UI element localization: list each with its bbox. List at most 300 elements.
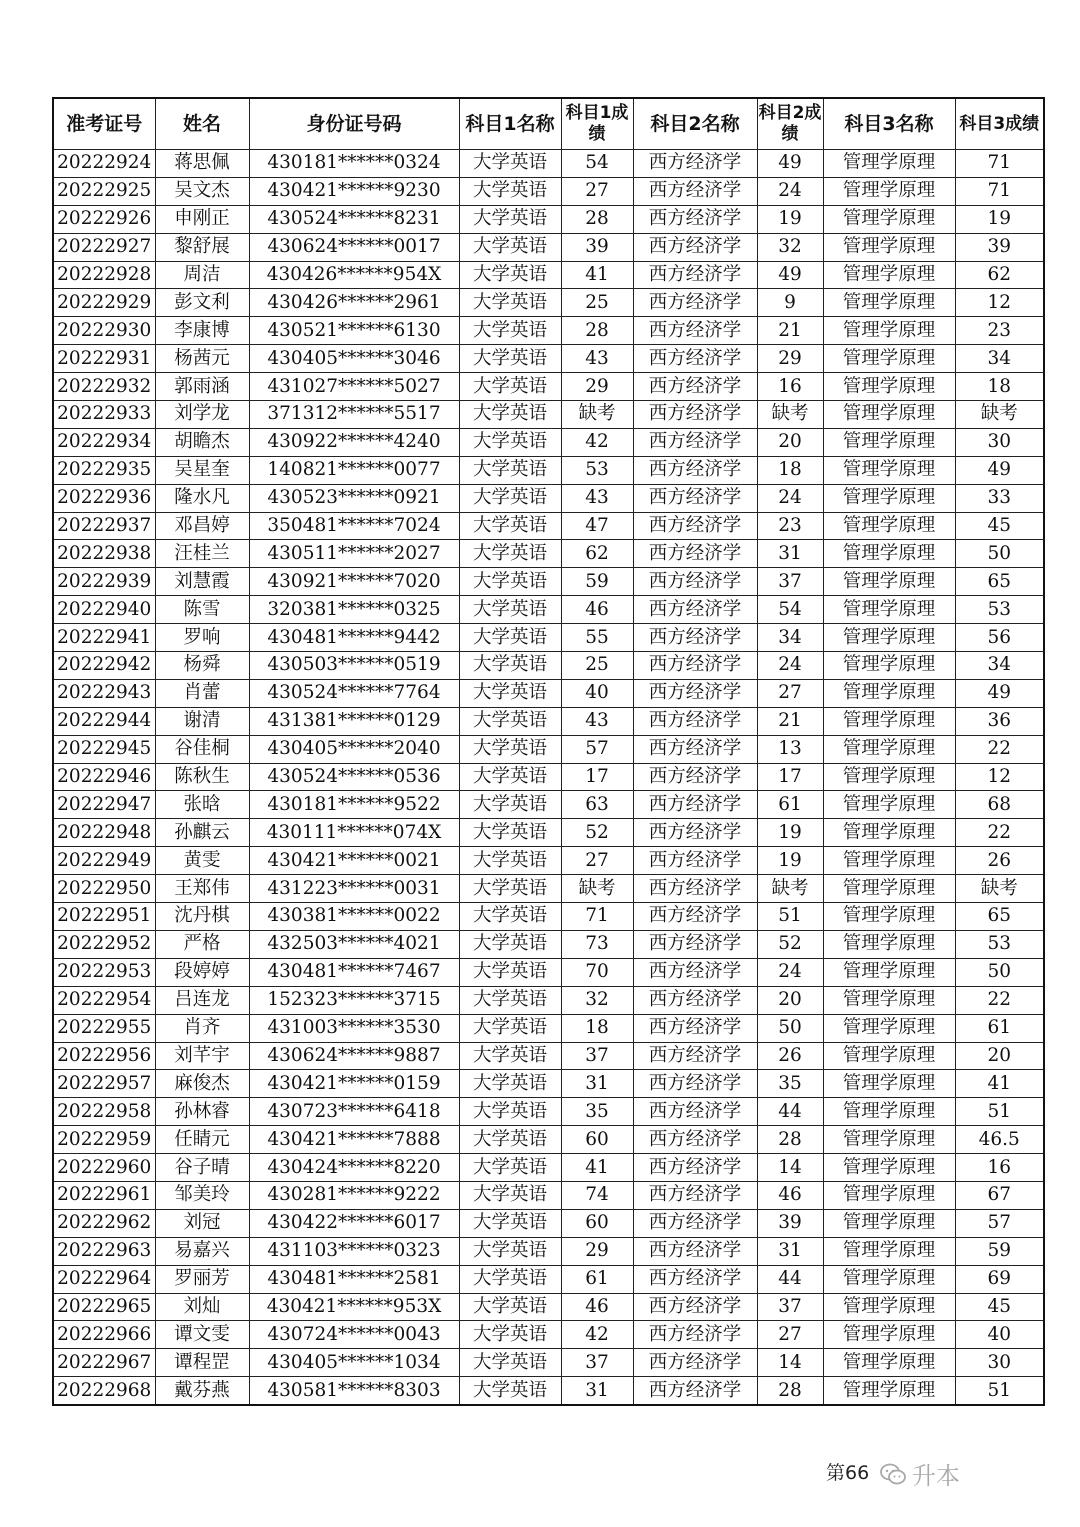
cell-subject3-score: 53 [955, 930, 1044, 958]
cell-subject2-name: 西方经济学 [633, 763, 757, 791]
cell-subject3-name: 管理学原理 [823, 484, 955, 512]
cell-id-number: 140821******0077 [249, 456, 459, 484]
cell-subject1-name: 大学英语 [459, 596, 561, 624]
cell-subject1-score: 35 [561, 1098, 633, 1126]
cell-exam-id: 20222967 [53, 1349, 155, 1377]
cell-subject1-score: 缺考 [561, 401, 633, 429]
cell-subject1-score: 74 [561, 1181, 633, 1209]
watermark [880, 1456, 960, 1491]
cell-id-number: 350481******7024 [249, 512, 459, 540]
cell-subject1-name: 大学英语 [459, 1349, 561, 1377]
cell-id-number: 430524******0536 [249, 763, 459, 791]
cell-subject2-score: 21 [757, 707, 823, 735]
table-row [53, 205, 1044, 233]
cell-subject3-name: 管理学原理 [823, 1154, 955, 1182]
cell-subject1-name: 大学英语 [459, 958, 561, 986]
table-row [53, 1042, 1044, 1070]
cell-name: 孙麒云 [155, 819, 249, 847]
cell-subject1-score: 43 [561, 484, 633, 512]
table-row [53, 903, 1044, 931]
cell-name: 肖齐 [155, 1014, 249, 1042]
cell-subject1-name: 大学英语 [459, 930, 561, 958]
cell-subject2-name: 西方经济学 [633, 1349, 757, 1377]
cell-subject1-name: 大学英语 [459, 679, 561, 707]
table-row [53, 345, 1044, 373]
table-row [53, 233, 1044, 261]
cell-subject1-score: 47 [561, 512, 633, 540]
cell-subject3-score: 40 [955, 1321, 1044, 1349]
cell-subject1-name: 大学英语 [459, 1126, 561, 1154]
cell-subject3-name: 管理学原理 [823, 624, 955, 652]
cell-exam-id: 20222932 [53, 373, 155, 401]
cell-subject2-score: 21 [757, 317, 823, 345]
cell-exam-id: 20222936 [53, 484, 155, 512]
cell-subject1-name: 大学英语 [459, 373, 561, 401]
cell-subject1-score: 54 [561, 150, 633, 178]
cell-subject1-name: 大学英语 [459, 1209, 561, 1237]
table-row [53, 1377, 1044, 1405]
cell-subject1-score: 27 [561, 847, 633, 875]
cell-subject3-name: 管理学原理 [823, 1293, 955, 1321]
cell-name: 陈秋生 [155, 763, 249, 791]
cell-subject3-name: 管理学原理 [823, 707, 955, 735]
cell-subject2-score: 14 [757, 1349, 823, 1377]
cell-subject2-name: 西方经济学 [633, 1126, 757, 1154]
cell-subject2-score: 19 [757, 819, 823, 847]
cell-subject2-score: 28 [757, 1377, 823, 1405]
cell-subject2-score: 61 [757, 791, 823, 819]
cell-subject1-name: 大学英语 [459, 624, 561, 652]
cell-exam-id: 20222925 [53, 177, 155, 205]
table-row [53, 596, 1044, 624]
cell-subject3-score: 34 [955, 652, 1044, 680]
cell-subject1-score: 28 [561, 317, 633, 345]
cell-subject2-name: 西方经济学 [633, 150, 757, 178]
cell-exam-id: 20222952 [53, 930, 155, 958]
table-row [53, 401, 1044, 429]
table-row [53, 1209, 1044, 1237]
cell-subject2-score: 44 [757, 1098, 823, 1126]
cell-subject2-name: 西方经济学 [633, 986, 757, 1014]
score-table [52, 97, 1045, 1406]
table-row [53, 1098, 1044, 1126]
table-row [53, 930, 1044, 958]
cell-subject1-score: 71 [561, 903, 633, 931]
cell-subject2-score: 35 [757, 1070, 823, 1098]
cell-id-number: 430181******0324 [249, 150, 459, 178]
cell-subject2-score: 49 [757, 150, 823, 178]
cell-subject2-score: 19 [757, 847, 823, 875]
cell-subject1-score: 60 [561, 1209, 633, 1237]
cell-subject3-score: 56 [955, 624, 1044, 652]
cell-subject2-name: 西方经济学 [633, 819, 757, 847]
header-subject1-score: 科目1成绩 [561, 98, 633, 150]
cell-subject1-score: 27 [561, 177, 633, 205]
cell-name: 刘灿 [155, 1293, 249, 1321]
cell-subject3-name: 管理学原理 [823, 1098, 955, 1126]
cell-exam-id: 20222964 [53, 1265, 155, 1293]
cell-subject3-name: 管理学原理 [823, 150, 955, 178]
cell-exam-id: 20222961 [53, 1181, 155, 1209]
table-row [53, 1014, 1044, 1042]
cell-subject3-name: 管理学原理 [823, 652, 955, 680]
cell-subject3-name: 管理学原理 [823, 763, 955, 791]
cell-subject2-score: 31 [757, 1237, 823, 1265]
table-row [53, 819, 1044, 847]
table-row [53, 540, 1044, 568]
cell-subject3-name: 管理学原理 [823, 958, 955, 986]
cell-exam-id: 20222953 [53, 958, 155, 986]
table-row [53, 1070, 1044, 1098]
cell-id-number: 430181******9522 [249, 791, 459, 819]
table-row [53, 763, 1044, 791]
table-row [53, 875, 1044, 903]
cell-subject1-score: 28 [561, 205, 633, 233]
cell-exam-id: 20222943 [53, 679, 155, 707]
header-row [53, 98, 1044, 150]
cell-subject3-score: 61 [955, 1014, 1044, 1042]
cell-subject2-name: 西方经济学 [633, 791, 757, 819]
cell-subject1-score: 62 [561, 540, 633, 568]
table-row [53, 1293, 1044, 1321]
cell-subject3-name: 管理学原理 [823, 1349, 955, 1377]
cell-subject3-name: 管理学原理 [823, 1377, 955, 1405]
cell-id-number: 430405******1034 [249, 1349, 459, 1377]
cell-subject1-score: 25 [561, 652, 633, 680]
cell-subject3-name: 管理学原理 [823, 317, 955, 345]
cell-subject1-name: 大学英语 [459, 261, 561, 289]
cell-subject3-name: 管理学原理 [823, 875, 955, 903]
cell-name: 麻俊杰 [155, 1070, 249, 1098]
cell-subject2-score: 44 [757, 1265, 823, 1293]
cell-subject1-name: 大学英语 [459, 1098, 561, 1126]
cell-id-number: 430426******2961 [249, 289, 459, 317]
cell-subject1-name: 大学英语 [459, 707, 561, 735]
table-row [53, 261, 1044, 289]
cell-name: 吴文杰 [155, 177, 249, 205]
header-subject3-score: 科目3成绩 [955, 98, 1044, 150]
cell-name: 吕连龙 [155, 986, 249, 1014]
cell-exam-id: 20222941 [53, 624, 155, 652]
cell-name: 谭程罡 [155, 1349, 249, 1377]
cell-subject3-score: 49 [955, 679, 1044, 707]
cell-subject1-score: 18 [561, 1014, 633, 1042]
cell-subject3-name: 管理学原理 [823, 261, 955, 289]
cell-subject2-name: 西方经济学 [633, 707, 757, 735]
cell-subject1-name: 大学英语 [459, 289, 561, 317]
watermark-text: 升本 [912, 1462, 960, 1490]
cell-subject1-score: 63 [561, 791, 633, 819]
cell-subject3-name: 管理学原理 [823, 735, 955, 763]
table-row [53, 1154, 1044, 1182]
cell-subject3-score: 51 [955, 1377, 1044, 1405]
cell-exam-id: 20222942 [53, 652, 155, 680]
cell-name: 罗响 [155, 624, 249, 652]
cell-subject2-name: 西方经济学 [633, 540, 757, 568]
cell-subject1-score: 43 [561, 707, 633, 735]
cell-subject3-score: 65 [955, 568, 1044, 596]
cell-subject1-score: 17 [561, 763, 633, 791]
table-row [53, 624, 1044, 652]
cell-exam-id: 20222926 [53, 205, 155, 233]
cell-id-number: 431103******0323 [249, 1237, 459, 1265]
cell-subject3-score: 12 [955, 289, 1044, 317]
cell-subject1-name: 大学英语 [459, 401, 561, 429]
cell-subject1-name: 大学英语 [459, 986, 561, 1014]
cell-subject1-score: 57 [561, 735, 633, 763]
cell-subject3-name: 管理学原理 [823, 1321, 955, 1349]
cell-subject2-name: 西方经济学 [633, 903, 757, 931]
cell-subject3-score: 22 [955, 986, 1044, 1014]
cell-subject2-score: 20 [757, 428, 823, 456]
cell-id-number: 430421******7888 [249, 1126, 459, 1154]
header-subject3-name: 科目3名称 [823, 98, 955, 150]
cell-exam-id: 20222963 [53, 1237, 155, 1265]
cell-subject1-name: 大学英语 [459, 735, 561, 763]
cell-subject2-name: 西方经济学 [633, 484, 757, 512]
cell-id-number: 430481******2581 [249, 1265, 459, 1293]
cell-id-number: 431003******3530 [249, 1014, 459, 1042]
cell-subject2-score: 37 [757, 568, 823, 596]
cell-id-number: 430405******3046 [249, 345, 459, 373]
cell-subject3-score: 57 [955, 1209, 1044, 1237]
cell-id-number: 430521******6130 [249, 317, 459, 345]
cell-subject2-score: 24 [757, 177, 823, 205]
table-row [53, 1265, 1044, 1293]
cell-name: 孙林睿 [155, 1098, 249, 1126]
cell-subject2-name: 西方经济学 [633, 1042, 757, 1070]
cell-subject2-score: 50 [757, 1014, 823, 1042]
cell-subject1-score: 25 [561, 289, 633, 317]
cell-id-number: 430281******9222 [249, 1181, 459, 1209]
cell-subject1-name: 大学英语 [459, 345, 561, 373]
cell-subject1-name: 大学英语 [459, 652, 561, 680]
cell-subject1-score: 29 [561, 1237, 633, 1265]
cell-subject1-name: 大学英语 [459, 233, 561, 261]
cell-subject2-score: 24 [757, 652, 823, 680]
cell-subject2-score: 32 [757, 233, 823, 261]
cell-subject1-score: 31 [561, 1070, 633, 1098]
cell-subject2-name: 西方经济学 [633, 652, 757, 680]
table-row [53, 791, 1044, 819]
cell-subject1-name: 大学英语 [459, 1042, 561, 1070]
cell-name: 沈丹棋 [155, 903, 249, 931]
cell-name: 刘学龙 [155, 401, 249, 429]
cell-name: 戴芬燕 [155, 1377, 249, 1405]
cell-subject2-score: 24 [757, 484, 823, 512]
cell-subject2-name: 西方经济学 [633, 1014, 757, 1042]
cell-subject2-score: 37 [757, 1293, 823, 1321]
cell-name: 谢清 [155, 707, 249, 735]
cell-subject2-name: 西方经济学 [633, 512, 757, 540]
table-row [53, 428, 1044, 456]
cell-subject3-name: 管理学原理 [823, 791, 955, 819]
cell-subject1-score: 60 [561, 1126, 633, 1154]
cell-subject3-name: 管理学原理 [823, 1014, 955, 1042]
cell-exam-id: 20222939 [53, 568, 155, 596]
cell-subject2-name: 西方经济学 [633, 1265, 757, 1293]
cell-subject1-name: 大学英语 [459, 568, 561, 596]
cell-subject2-score: 27 [757, 679, 823, 707]
cell-subject2-score: 17 [757, 763, 823, 791]
cell-id-number: 431381******0129 [249, 707, 459, 735]
cell-subject2-name: 西方经济学 [633, 233, 757, 261]
cell-subject2-name: 西方经济学 [633, 1321, 757, 1349]
cell-subject2-name: 西方经济学 [633, 1181, 757, 1209]
page-number: 第66 [826, 1462, 870, 1484]
cell-subject3-score: 49 [955, 456, 1044, 484]
cell-subject2-score: 缺考 [757, 401, 823, 429]
cell-subject1-name: 大学英语 [459, 1293, 561, 1321]
cell-exam-id: 20222930 [53, 317, 155, 345]
cell-subject1-score: 32 [561, 986, 633, 1014]
cell-subject2-name: 西方经济学 [633, 1237, 757, 1265]
cell-subject1-score: 41 [561, 261, 633, 289]
cell-subject3-score: 50 [955, 540, 1044, 568]
cell-id-number: 430481******7467 [249, 958, 459, 986]
cell-subject2-name: 西方经济学 [633, 205, 757, 233]
cell-subject2-score: 缺考 [757, 875, 823, 903]
cell-subject2-score: 52 [757, 930, 823, 958]
cell-subject1-name: 大学英语 [459, 903, 561, 931]
cell-subject1-score: 73 [561, 930, 633, 958]
cell-exam-id: 20222934 [53, 428, 155, 456]
cell-subject3-score: 71 [955, 177, 1044, 205]
cell-name: 申刚正 [155, 205, 249, 233]
cell-exam-id: 20222954 [53, 986, 155, 1014]
cell-name: 邓昌婷 [155, 512, 249, 540]
cell-subject3-score: 26 [955, 847, 1044, 875]
cell-id-number: 430523******0921 [249, 484, 459, 512]
table-row [53, 484, 1044, 512]
cell-id-number: 430111******074X [249, 819, 459, 847]
cell-subject3-score: 16 [955, 1154, 1044, 1182]
cell-subject3-score: 30 [955, 1349, 1044, 1377]
cell-subject1-name: 大学英语 [459, 763, 561, 791]
header-subject1-name: 科目1名称 [459, 98, 561, 150]
cell-subject3-score: 22 [955, 819, 1044, 847]
cell-subject1-name: 大学英语 [459, 484, 561, 512]
cell-name: 胡瞻杰 [155, 428, 249, 456]
cell-subject2-name: 西方经济学 [633, 1154, 757, 1182]
cell-subject2-name: 西方经济学 [633, 568, 757, 596]
cell-exam-id: 20222959 [53, 1126, 155, 1154]
cell-subject3-name: 管理学原理 [823, 456, 955, 484]
cell-subject1-score: 42 [561, 1321, 633, 1349]
table-body [53, 150, 1044, 1406]
table-row [53, 177, 1044, 205]
cell-subject2-score: 28 [757, 1126, 823, 1154]
cell-exam-id: 20222947 [53, 791, 155, 819]
cell-subject1-name: 大学英语 [459, 150, 561, 178]
cell-id-number: 430581******8303 [249, 1377, 459, 1405]
cell-subject3-name: 管理学原理 [823, 1070, 955, 1098]
cell-subject1-name: 大学英语 [459, 875, 561, 903]
cell-subject2-name: 西方经济学 [633, 1098, 757, 1126]
score-sheet [52, 97, 1043, 1406]
cell-subject2-name: 西方经济学 [633, 596, 757, 624]
cell-subject3-name: 管理学原理 [823, 596, 955, 624]
cell-subject3-score: 41 [955, 1070, 1044, 1098]
cell-subject2-name: 西方经济学 [633, 401, 757, 429]
cell-exam-id: 20222938 [53, 540, 155, 568]
cell-name: 刘冠 [155, 1209, 249, 1237]
cell-subject1-score: 31 [561, 1377, 633, 1405]
cell-subject1-name: 大学英语 [459, 1377, 561, 1405]
cell-subject1-name: 大学英语 [459, 1237, 561, 1265]
cell-subject2-name: 西方经济学 [633, 735, 757, 763]
cell-exam-id: 20222946 [53, 763, 155, 791]
cell-subject3-score: 62 [955, 261, 1044, 289]
cell-subject3-name: 管理学原理 [823, 289, 955, 317]
cell-subject3-name: 管理学原理 [823, 428, 955, 456]
cell-subject3-name: 管理学原理 [823, 401, 955, 429]
cell-id-number: 430422******6017 [249, 1209, 459, 1237]
cell-subject3-score: 23 [955, 317, 1044, 345]
cell-name: 严格 [155, 930, 249, 958]
cell-subject3-name: 管理学原理 [823, 819, 955, 847]
cell-subject2-score: 51 [757, 903, 823, 931]
cell-subject2-name: 西方经济学 [633, 317, 757, 345]
cell-subject1-name: 大学英语 [459, 819, 561, 847]
cell-id-number: 430723******6418 [249, 1098, 459, 1126]
cell-subject3-name: 管理学原理 [823, 1126, 955, 1154]
cell-subject1-name: 大学英语 [459, 1321, 561, 1349]
cell-subject2-score: 27 [757, 1321, 823, 1349]
cell-subject1-name: 大学英语 [459, 428, 561, 456]
cell-id-number: 431027******5027 [249, 373, 459, 401]
cell-subject3-score: 46.5 [955, 1126, 1044, 1154]
cell-id-number: 430724******0043 [249, 1321, 459, 1349]
cell-exam-id: 20222948 [53, 819, 155, 847]
cell-exam-id: 20222927 [53, 233, 155, 261]
cell-subject3-score: 45 [955, 512, 1044, 540]
cell-exam-id: 20222956 [53, 1042, 155, 1070]
cell-name: 杨舜 [155, 652, 249, 680]
cell-exam-id: 20222955 [53, 1014, 155, 1042]
cell-subject3-score: 71 [955, 150, 1044, 178]
cell-name: 任睛元 [155, 1126, 249, 1154]
cell-subject2-name: 西方经济学 [633, 958, 757, 986]
cell-subject3-score: 50 [955, 958, 1044, 986]
cell-subject2-name: 西方经济学 [633, 930, 757, 958]
cell-subject2-score: 34 [757, 624, 823, 652]
cell-subject3-score: 缺考 [955, 401, 1044, 429]
cell-name: 段婷婷 [155, 958, 249, 986]
cell-name: 罗丽芳 [155, 1265, 249, 1293]
cell-subject1-score: 61 [561, 1265, 633, 1293]
cell-exam-id: 20222957 [53, 1070, 155, 1098]
cell-subject1-score: 40 [561, 679, 633, 707]
wechat-icon [880, 1463, 906, 1485]
table-row [53, 958, 1044, 986]
cell-exam-id: 20222962 [53, 1209, 155, 1237]
cell-subject3-score: 67 [955, 1181, 1044, 1209]
cell-subject2-score: 54 [757, 596, 823, 624]
cell-subject1-score: 52 [561, 819, 633, 847]
cell-subject1-name: 大学英语 [459, 1154, 561, 1182]
cell-name: 谷佳桐 [155, 735, 249, 763]
cell-id-number: 430424******8220 [249, 1154, 459, 1182]
header-subject2-score: 科目2成绩 [757, 98, 823, 150]
cell-exam-id: 20222966 [53, 1321, 155, 1349]
table-row [53, 456, 1044, 484]
cell-subject3-name: 管理学原理 [823, 679, 955, 707]
cell-subject3-name: 管理学原理 [823, 373, 955, 401]
cell-subject3-score: 51 [955, 1098, 1044, 1126]
cell-id-number: 430426******954X [249, 261, 459, 289]
cell-subject2-name: 西方经济学 [633, 1377, 757, 1405]
